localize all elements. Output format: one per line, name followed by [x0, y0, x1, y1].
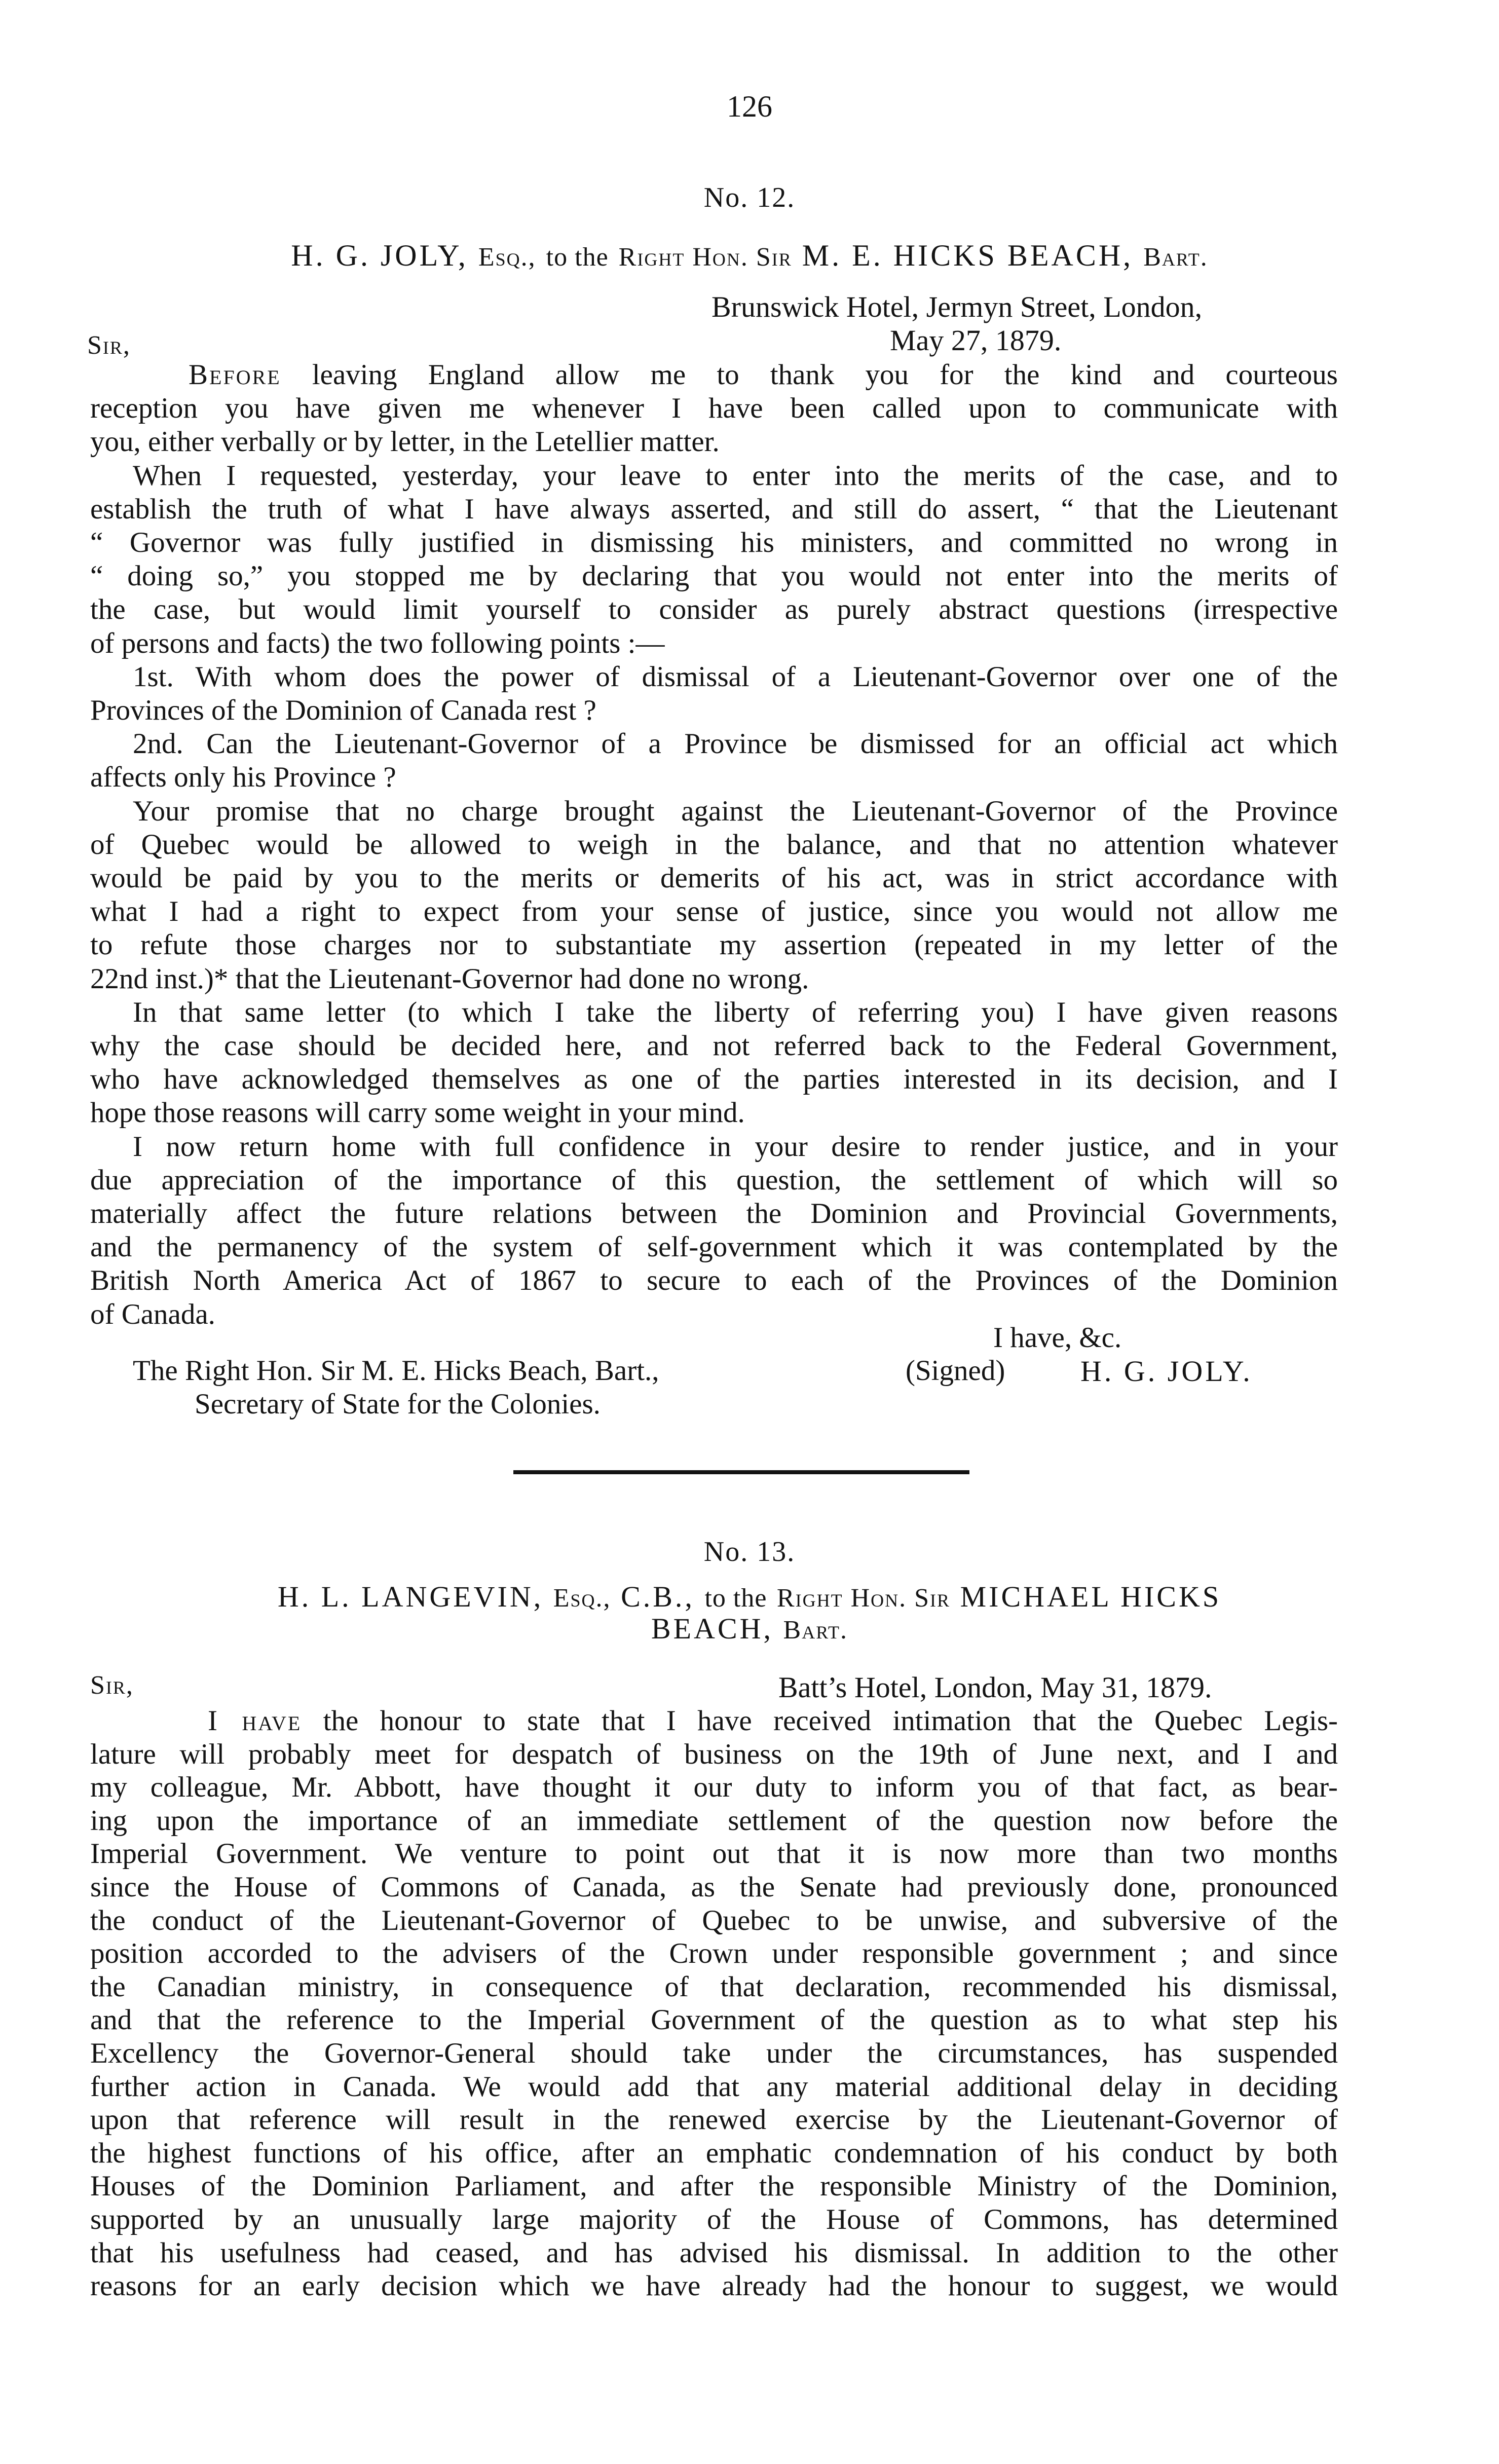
text-line [90, 962, 1338, 996]
text-line [133, 794, 1338, 829]
letter-13-address-date: Batt’s Hotel, London, May 31, 1879. [778, 1671, 1212, 1704]
text-line [90, 2269, 1338, 2303]
letter-12-number: No. 12. [703, 182, 796, 213]
letter-13-author-suffix: C.B., [621, 1580, 695, 1613]
text-line [90, 1096, 1338, 1130]
line-text: When I requested, yesterday, your leave to enter into the merits of the case, and to [133, 459, 1338, 492]
line-text: supported by an unusually large majority of the House of Commons, has determined [90, 2204, 1338, 2235]
letter-13-heading [0, 1580, 1499, 1614]
text-line [90, 861, 1338, 895]
line-text: ing upon the importance of an immediate settlement of the question now before the [90, 1804, 1338, 1837]
letter-13-author-title: Esq., [553, 1584, 611, 1613]
text-line [90, 1737, 1338, 1772]
text-line [90, 828, 1338, 862]
line-text: materially affect the future relations between the Dominion and Provincial Governments, [90, 1198, 1338, 1229]
page-number: 126 [727, 90, 772, 123]
text-line [133, 995, 1338, 1030]
line-text: leaving England allow me to thank you for the kind and courteous [312, 359, 1338, 391]
line-text: Provinces of the Dominion of Canada rest ? [90, 694, 596, 726]
line-text: since the House of Commons of Canada, as the Senate had previously done, pronounced [90, 1871, 1338, 1903]
letter-12-address: Brunswick Hotel, Jermyn Street, London, [711, 290, 1203, 323]
line-text: British North America Act of 1867 to secure to each of the Provinces of the Dominion [90, 1264, 1338, 1297]
line-text: you, either verbally or by letter, in the Letellier matter. [90, 426, 720, 458]
text-line [90, 1197, 1338, 1231]
text-line [90, 592, 1338, 627]
text-line [133, 727, 1338, 761]
text-line [90, 928, 1338, 962]
line-text: of persons and facts) the two following points :— [90, 627, 665, 659]
text-line [90, 526, 1338, 560]
line-text: would be paid by you to the merits or demerits of his act, was in strict accordance with [90, 862, 1338, 894]
letter-13-recipient: MICHAEL HICKS [960, 1580, 1222, 1613]
text-line [189, 358, 1338, 392]
letter-12-signed-label: (Signed) [906, 1355, 1005, 1387]
text-line [90, 1870, 1338, 1905]
text-line [90, 2036, 1338, 2071]
text-line [133, 459, 1338, 493]
letter-12-date: May 27, 1879. [890, 324, 1062, 357]
line-text: Your promise that no charge brought against the Lieutenant-Governor of the Province [133, 795, 1338, 827]
text-line [90, 2103, 1338, 2137]
text-line [90, 1936, 1338, 1971]
line-text: the case, but would limit yourself to consider as purely abstract questions (irrespective [90, 593, 1338, 626]
text-line [90, 2202, 1338, 2237]
text-line [90, 1029, 1338, 1063]
text-line [90, 1230, 1338, 1264]
line-text: establish the truth of what I have always asserted, and still do assert, “ that the Lieutenant [90, 493, 1338, 525]
letter-12-addressee-office: Secretary of State for the Colonies. [195, 1388, 601, 1420]
text-line [90, 2003, 1338, 2037]
line-text: Excellency the Governor-General should take under the circumstances, has suspended [90, 2037, 1338, 2069]
line-text: 1st. With whom does the power of dismissal of a Lieutenant-Governor over one of the [133, 660, 1338, 693]
line-text: and that the reference to the Imperial Government of the question as to what step his [90, 2004, 1338, 2036]
letter-12-salutation: Sir, [87, 331, 131, 360]
line-text: to refute those charges nor to substantiate my assertion (repeated in my letter of the [90, 929, 1338, 961]
letter-13-to: to the [704, 1584, 767, 1613]
line-text: what I had a right to expect from your sense of justice, since you would not allow me [90, 895, 1338, 928]
line-text: that his usefulness had ceased, and has advised his dismissal. In addition to the other [90, 2236, 1338, 2269]
line-text: my colleague, Mr. Abbott, have thought it our duty to inform you of that fact, as bear- [90, 1771, 1338, 1804]
letter-13-heading-line2 [0, 1612, 1499, 1646]
text-line [90, 425, 1338, 459]
line-text: reasons for an early decision which we have already had the honour to suggest, we would [90, 2270, 1338, 2302]
line-text: “ doing so,” you stopped me by declaring that you would not enter into the merits of [90, 560, 1338, 592]
text-line [90, 1163, 1338, 1198]
opening-word: Before [189, 359, 281, 391]
text-line [90, 1970, 1338, 2004]
text-line [90, 1062, 1338, 1097]
line-text: lature will probably meet for despatch of business on the 19th of June next, and I and [90, 1738, 1338, 1770]
line-text: Imperial Government. We venture to point out that it is now more than two months [90, 1838, 1338, 1870]
opening-word: I have [208, 1705, 302, 1737]
text-line [90, 1804, 1338, 1838]
line-text: of Canada. [90, 1298, 215, 1330]
text-line [90, 2236, 1338, 2270]
text-line [133, 1130, 1338, 1164]
line-text: the conduct of the Lieutenant-Governor of Quebec to be unwise, and subversive of the [90, 1904, 1338, 1936]
text-line [90, 1263, 1338, 1298]
line-text: Houses of the Dominion Parliament, and after the responsible Ministry of the Dominion, [90, 2170, 1338, 2202]
line-text: “ Governor was fully justified in dismissing his ministers, and committed no wrong in [90, 527, 1338, 558]
letter-12-author-title: Esq., [478, 243, 536, 272]
letter-12-heading [0, 238, 1499, 273]
line-text: reception you have given me whenever I have been called upon to communicate with [90, 392, 1338, 425]
line-text: hope those reasons will carry some weight in your mind. [90, 1097, 745, 1129]
line-text: upon that reference will result in the renewed exercise by the Lieutenant-Governor of [90, 2104, 1338, 2136]
text-line [133, 660, 1338, 694]
letter-13-number: No. 13. [703, 1536, 796, 1567]
letter-12-recipient-suffix: Bart. [1143, 243, 1208, 272]
text-line [90, 391, 1338, 426]
line-text: affects only his Province ? [90, 761, 396, 794]
letter-12-author: H. G. JOLY, [291, 239, 468, 272]
text-line [90, 2169, 1338, 2204]
line-text: who have acknowledged themselves as one of the parties interested in its decision, and I [90, 1063, 1338, 1096]
text-line [90, 693, 1338, 728]
letter-13-salutation: Sir, [90, 1671, 134, 1700]
letter-13-recipient-suffix: Bart. [783, 1616, 848, 1645]
letter-13-recipient-cont: BEACH, [651, 1612, 774, 1645]
text-line [90, 1903, 1338, 1938]
letter-12-closing: I have, &c. [993, 1322, 1122, 1354]
letter-12-addressee: The Right Hon. Sir M. E. Hicks Beach, Bart., [133, 1355, 659, 1387]
line-text: I now return home with full confidence in your desire to render justice, and in your [133, 1130, 1338, 1163]
text-line [90, 626, 1338, 661]
text-line [90, 2070, 1338, 2104]
text-line [90, 559, 1338, 593]
text-line [208, 1704, 1338, 1738]
text-line [90, 1770, 1338, 1805]
line-text: In that same letter (to which I take the liberty of referring you) I have given reasons [133, 996, 1338, 1028]
text-line [90, 1297, 1338, 1332]
letter-12-signature: H. G. JOLY. [1080, 1355, 1253, 1388]
letter-12-recipient: M. E. HICKS BEACH, [802, 239, 1134, 272]
text-line [90, 1837, 1338, 1871]
line-text: 2nd. Can the Lieutenant-Governor of a Province be dismissed for an official act which [133, 728, 1338, 760]
text-line [90, 894, 1338, 929]
line-text: the honour to state that I have received intimation that the Quebec Legis- [323, 1705, 1338, 1737]
line-text: of Quebec would be allowed to weigh in the balance, and that no attention whatever [90, 828, 1338, 861]
letter-12-recipient-title: Right Hon. Sir [618, 243, 792, 272]
line-text: the Canadian ministry, in consequence of that declaration, recommended his dismissal, [90, 1970, 1338, 2003]
text-line [90, 2136, 1338, 2171]
line-text: and the permanency of the system of self-government which it was contemplated by the [90, 1231, 1338, 1263]
letter-13-author: H. L. LANGEVIN, [277, 1580, 544, 1613]
line-text: why the case should be decided here, and not referred back to the Federal Government, [90, 1030, 1338, 1062]
letter-12-to: to the [546, 243, 609, 272]
line-text: the highest functions of his office, after an emphatic condemnation of his conduct by both [90, 2137, 1338, 2169]
line-text: 22nd inst.)* that the Lieutenant-Governor had done no wrong. [90, 962, 809, 995]
letter-13-recipient-title: Right Hon. Sir [776, 1584, 951, 1613]
section-divider [513, 1470, 969, 1474]
line-text: due appreciation of the importance of this question, the settlement of which will so [90, 1164, 1338, 1196]
line-text: position accorded to the advisers of the Crown under responsible government ; and since [90, 1937, 1338, 1970]
text-line [90, 760, 1338, 795]
line-text: further action in Canada. We would add that any material additional delay in deciding [90, 2070, 1338, 2103]
text-line [90, 492, 1338, 527]
